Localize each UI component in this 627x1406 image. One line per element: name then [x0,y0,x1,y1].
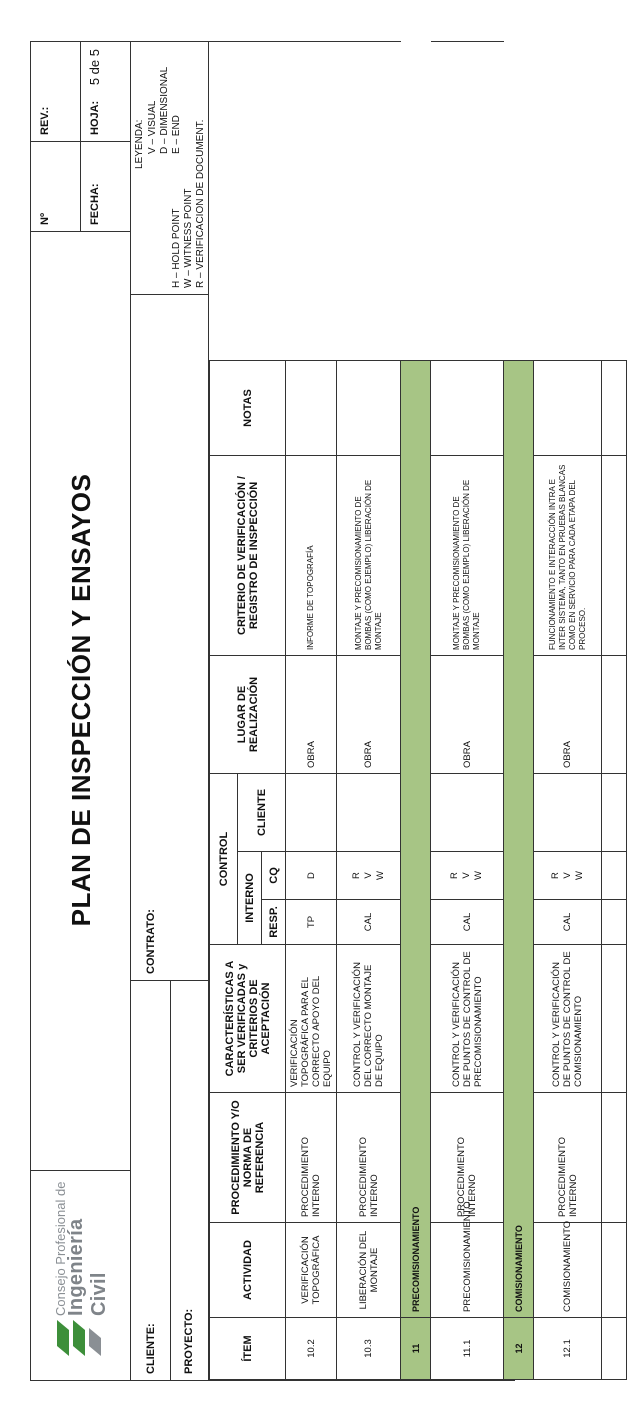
legend-block [131,40,209,295]
logo-line-1: Consejo Profesional de [53,1181,68,1316]
row-caracteristicas: CONTROL Y VERIFICACIÓN DEL CORRECTO MONTAJE DE EQUIPO [337,945,401,1093]
rev-label: REV.: [39,106,51,135]
row-criterio: INFORME DE TOPOGRAFÍA [286,456,337,656]
row-margin [534,40,602,361]
col-item: ÍTEM [210,1318,286,1380]
section-item: 12 [504,1318,534,1380]
table-margin [210,40,286,361]
col-criterio: CRITERIO DE VERIFICACIÓN / REGISTRO DE INSPECCIÓN [210,456,286,656]
table-row [286,40,337,1380]
col-procedimiento: PROCEDIMIENTO Y/O NORMA DE REFERENCIA [210,1093,286,1223]
numero-field [31,141,81,231]
row-margin [337,40,401,361]
cq-r: R [449,872,460,879]
col-actividad: ACTIVIDAD [210,1223,286,1318]
row-lugar: OBRA [337,656,401,774]
row-cliente [431,774,504,852]
row-margin [504,40,534,361]
row-lugar: OBRA [286,656,337,774]
hoja-label: HOJA: [89,100,101,135]
row-criterio: FUNCIONAMIENTO E INTERACCIÓN INTRA E INTER SISTEMA, TANTO EN PRUEBAS BLANCAS COMO EN SERVICIO PARA CADA ETAPA DEL PROCESO. [534,456,602,656]
fecha-field [81,141,131,231]
row-caracteristicas: CONTROL Y VERIFICACIÓN DE PUNTOS DE CONTROL DE PRECOMISIONAMIENTO [431,945,504,1093]
row-actividad: COMISIONAMIENTO [534,1223,602,1318]
row-notas [534,361,602,456]
section-row-precomisionamiento [401,40,431,1380]
section-item: 11 [401,1318,431,1380]
row-margin [401,40,431,361]
col-cliente: CLIENTE [238,774,286,852]
row-lugar: OBRA [534,656,602,774]
contrato-label: CONTRATO: [145,909,157,974]
header-fields [31,42,131,232]
row-cliente [286,774,337,852]
cq-v: V [561,872,573,879]
cq-v: V [461,872,472,879]
row-margin [286,40,337,361]
client-project-block [131,980,209,1380]
row-item: 12.1 [534,1318,602,1380]
col-notas: NOTAS [210,361,286,456]
row-criterio: MONTAJE Y PRECOMISIONAMIENTO DE BOMBAS (COMO EJEMPLO) LIBERACIÓN DE MONTAJE [337,456,401,656]
empty-row [602,40,627,1380]
col-cq: CQ [262,852,286,900]
legend-visual: V – VISUAL [147,100,158,154]
row-margin [431,40,504,361]
col-interno: INTERNO [238,852,262,945]
row-notas [431,361,504,456]
row-item: 10.3 [337,1318,401,1380]
cq-w: W [573,871,585,880]
row-cq: D [286,852,337,900]
row-cq [337,852,401,900]
table-row [337,40,401,1380]
cq-r: R [350,872,362,879]
project-info [131,42,209,1380]
legend-hold-point: H – HOLD POINT [171,208,182,288]
section-label: PRECOMISIONAMIENTO [401,361,431,1318]
hoja-field [81,41,131,141]
cliente-label: CLIENTE: [145,1323,157,1374]
document-title: PLAN DE INSPECCIÓN Y ENSAYOS [66,473,96,927]
row-cliente [337,774,401,852]
row-resp: CAL [431,900,504,945]
cq-w: W [374,871,386,880]
legend-document-verification: R – VERIFICACION DE DOCUMENT. [195,119,206,288]
cq-v: V [362,872,374,879]
section-label: COMISIONAMIENTO [504,361,534,1318]
section-row-comisionamiento [504,40,534,1380]
legend-dimensional: D – DIMENSIONAL [159,66,170,154]
row-actividad: PRECOMISIONAMIENTO [431,1223,504,1318]
proyecto-label: PROYECTO: [183,1308,195,1374]
rev-field [31,41,81,141]
document-frame [30,41,587,1381]
row-cq [431,852,504,900]
legend-witness-point: W – WITNESS POINT [183,188,194,288]
table-row [534,40,602,1380]
inspection-table [209,40,627,1381]
row-procedimiento: PROCEDIMIENTO INTERNO [337,1093,401,1223]
row-procedimiento: PROCEDIMIENTO INTERNO [286,1093,337,1223]
col-lugar: LUGAR DE REALIZACIÓN [210,656,286,774]
row-procedimiento: PROCEDIMIENTO INTERNO [534,1093,602,1223]
numero-label: Nº [39,213,51,225]
col-caracteristicas: CARACTERÍSTICAS A SER VERIFICADAS y CRITERIOS DE ACEPTACIÓN [210,945,286,1093]
logo-mark-icon [55,1318,107,1358]
hoja-value: 5 de 5 [87,49,102,86]
cq-r: R [549,872,561,879]
row-criterio: MONTAJE Y PRECOMISIONAMIENTO DE BOMBAS (COMO EJEMPLO) LIBERACIÓN DE MONTAJE [431,456,504,656]
row-procedimiento: PROCEDIMIENTO INTERNO [431,1093,504,1223]
row-caracteristicas: CONTROL Y VERIFICACIÓN DE PUNTOS DE CONTROL DE COMISIONAMIENTO [534,945,602,1093]
legend-end: E – END [171,115,182,154]
row-notas [337,361,401,456]
row-cq [534,852,602,900]
row-resp: TP [286,900,337,945]
legend-title: LEYENDA: [134,119,145,169]
col-resp: RESP. [262,900,286,945]
organization-logo [31,1170,131,1380]
row-lugar: OBRA [431,656,504,774]
row-resp: CAL [337,900,401,945]
row-resp: CAL [534,900,602,945]
row-actividad: LIBERACIÓN DEL MONTAJE [337,1223,401,1318]
document-header [31,42,131,1380]
row-item: 10.2 [286,1318,337,1380]
fecha-label: FECHA: [89,183,101,225]
row-notas [286,361,337,456]
divider [170,981,171,1380]
row-caracteristicas: VERIFICACIÓN TOPOGRÁFICA PARA EL CORRECTO APOYO DEL EQUIPO [286,945,337,1093]
row-cliente [534,774,602,852]
table-row [431,40,504,1380]
row-actividad: VERIFICACIÓN TOPOGRÁFICA [286,1223,337,1318]
col-control: CONTROL [210,774,238,945]
cq-w: W [473,871,484,880]
row-item: 11.1 [431,1318,504,1380]
logo-line-2: Ingeniería Civil [65,1218,110,1316]
